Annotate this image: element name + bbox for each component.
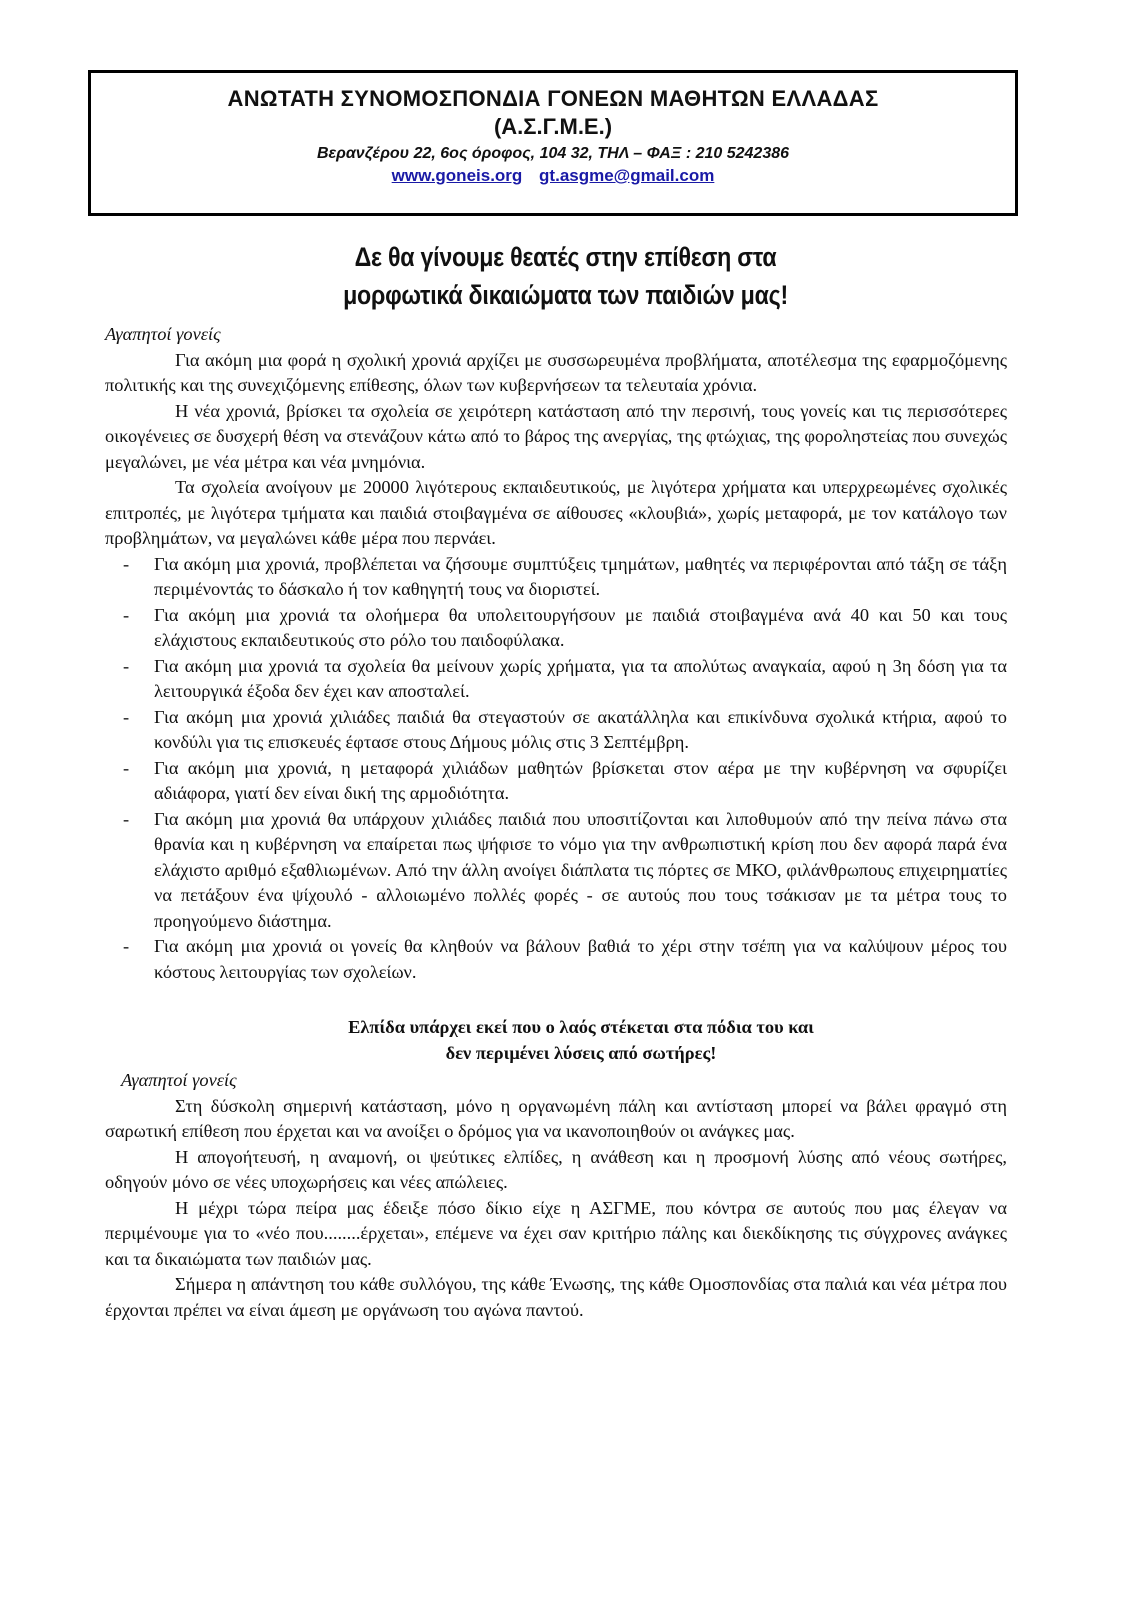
list-item-text: Για ακόμη μια χρονιά τα σχολεία θα μείνουν χωρίς χρήματα, για τα απολύτως αναγκαία, αφού η 3η δόση για τα λειτουργικά έξοδα δεν έχει καν αποσταλεί. — [154, 655, 1007, 701]
list-item-text: Για ακόμη μια χρονιά θα υπάρχουν χιλιάδες παιδιά που υποσιτίζονται και λιποθυμούν από την πείνα πάνω στα θρανία και η κυβέρνηση να επαίρεται πως ψήφισε το νόμο για την ανθρωπιστική κρίση που δεν αφορά παρά ένα ελάχιστο αριθμό εξαθλιωμένων. Από την άλλη ανοίγει διάπλατα τις πόρτες σε ΜΚΟ, φιλάνθρωπους επιχειρηματίες να πετάξουν ένα ψίχουλό - αλλοιωμένο πολλές φορές - σε αυτούς που τους τσάκισαν με τα μέτρα τους το προηγούμενο διάστημα. — [154, 808, 1007, 931]
subheadline-line-2: δεν περιμένει λύσεις από σωτήρες! — [445, 1042, 717, 1063]
headline-line-1: Δε θα γίνουμε θεατές στην επίθεση στα — [354, 242, 777, 272]
organization-address: Βερανζέρου 22, 6ος όροφος, 104 32, ΤΗΛ – ΦΑΞ : 210 5242386 — [316, 145, 790, 162]
letterhead-box — [88, 70, 1018, 216]
greeting: Αγαπητοί γονείς — [121, 1070, 237, 1090]
paragraph: Η νέα χρονιά, βρίσκει τα σχολεία σε χειρότερη κατάσταση από την περσινή, τους γονείς και τις περισσότερες οικογένειες σε δυσχερή θέση να στενάζουν κάτω από το βάρος της ανεργίας, της φτώχιας, της φοροληστείας που συνεχώς μεγαλώνει, με νέα μέτρα και νέα μνημόνια. — [105, 400, 1007, 472]
section-subheadline — [105, 1015, 1007, 1066]
dash-bullet-icon: - — [123, 604, 130, 625]
list-item — [105, 807, 1007, 935]
list-item — [105, 934, 1007, 985]
dash-bullet-icon: - — [123, 757, 130, 778]
paragraph: Η μέχρι τώρα πείρα μας έδειξε πόσο δίκιο είχε η ΑΣΓΜΕ, που κόντρα σε αυτούς που μας έλεγαν να περιμένουμε για το «νέο που........έρχεται», επέμενε να έχει σαν κριτήριο πάλης και διεκδίκησης τις σύγχρονες ανάγκες και τα δικαιώματα των παιδιών μας. — [105, 1197, 1007, 1269]
paragraph: Η απογοήτευσή, η αναμονή, οι ψεύτικες ελπίδες, η ανάθεση και η προσμονή λύσης από νέους σωτήρες, οδηγούν μόνο σε νέες υποχωρήσεις και νέες απώλειες. — [105, 1146, 1007, 1192]
dash-bullet-icon: - — [123, 808, 130, 829]
paragraph: Τα σχολεία ανοίγουν με 20000 λιγότερους εκπαιδευτικούς, με λιγότερα χρήματα και υπερχρεωμένες σχολικές επιτροπές, με λιγότερα τμήματα και παιδιά στοιβαγμένα σε αίθουσες «κλουβιά», χωρίς μεταφορά, με τον κατάλογο των προβλημάτων, να μεγαλώνει κάθε μέρα που περνάει. — [105, 477, 1007, 548]
list-item — [105, 552, 1007, 603]
paragraph: Στη δύσκολη σημερινή κατάσταση, μόνο η οργανωμένη πάλη και αντίσταση μπορεί να βάλει φραγμό στη σαρωτική επίθεση που έρχεται και να ανοίξει ο δρόμος για να ικανοποιηθούν οι ανάγκες μας. — [105, 1095, 1007, 1141]
contact-links — [91, 165, 1015, 187]
main-headline — [79, 238, 1052, 314]
website-link[interactable]: www.goneis.org — [391, 166, 523, 185]
dash-bullet-icon: - — [123, 553, 130, 574]
subheadline-line-1: Ελπίδα υπάρχει εκεί που ο λαός στέκεται στα πόδια του και — [348, 1017, 814, 1037]
dash-bullet-icon: - — [123, 936, 130, 956]
list-item-text: Για ακόμη μια χρονιά τα ολοήμερα θα υπολειτουργήσουν με παιδιά στοιβαγμένα ανά 40 και 50 και τους ελάχιστους εκπαιδευτικούς στο ρόλο του παιδοφύλακα. — [154, 604, 1007, 650]
greeting: Αγαπητοί γονείς — [105, 324, 221, 344]
organization-abbreviation: (Α.Σ.Γ.Μ.Ε.) — [493, 114, 613, 139]
list-item — [105, 756, 1007, 807]
list-item-text: Για ακόμη μια χρονιά, προβλέπεται να ζήσουμε συμπτύξεις τμημάτων, μαθητές να περιφέρονται από τάξη σε τάξη περιμένοντάς το δάσκαλο ή τον καθηγητή τους να διοριστεί. — [154, 553, 1007, 599]
grievance-list — [105, 552, 1007, 986]
list-item-text: Για ακόμη μια χρονιά, η μεταφορά χιλιάδων μαθητών βρίσκεται στον αέρα με την κυβέρνηση να σφυρίζει αδιάφορα, γιατί δεν είναι δική της αρμοδιότητα. — [154, 757, 1007, 803]
dash-bullet-icon: - — [123, 655, 130, 676]
dash-bullet-icon: - — [123, 706, 130, 727]
email-link[interactable]: gt.asgme@gmail.com — [539, 166, 715, 185]
organization-name: ΑΝΩΤΑΤΗ ΣΥΝΟΜΟΣΠΟΝΔΙΑ ΓΟΝΕΩΝ ΜΑΘΗΤΩΝ ΕΛΛΑΔΑΣ — [227, 86, 879, 111]
paragraph: Για ακόμη μια φορά η σχολική χρονιά αρχίζει με συσσωρευμένα προβλήματα, αποτέλεσμα της εφαρμοζόμενης πολιτικής και της συνεχιζόμενης επίθεσης, όλων των κυβερνήσεων τα τελευταία χρόνια. — [105, 349, 1007, 395]
list-item-text: Για ακόμη μια χρονιά οι γονείς θα κληθούν να βάλουν βαθιά το χέρι στην τσέπη για να καλύψουν μέρος του κόστους λειτουργίας των σχολείων. — [154, 936, 1007, 982]
list-item — [105, 654, 1007, 705]
headline-line-2: μορφωτικά δικαιώματα των παιδιών μας! — [343, 280, 788, 310]
paragraph: Σήμερα η απάντηση του κάθε συλλόγου, της κάθε Ένωσης, της κάθε Ομοσπονδίας στα παλιά και νέα μέτρα που έρχονται πρέπει να είναι άμεση με οργάνωση του αγώνα παντού. — [105, 1274, 1007, 1320]
list-item-text: Για ακόμη μια χρονιά χιλιάδες παιδιά θα στεγαστούν σε ακατάλληλα και επικίνδυνα σχολικά κτήρια, αφού το κονδύλι για τις επισκευές έφτασε στους Δήμους μόλις στις 3 Σεπτέμβρη. — [154, 706, 1007, 752]
list-item — [105, 705, 1007, 756]
list-item — [105, 603, 1007, 654]
letter-body — [105, 322, 1007, 1323]
